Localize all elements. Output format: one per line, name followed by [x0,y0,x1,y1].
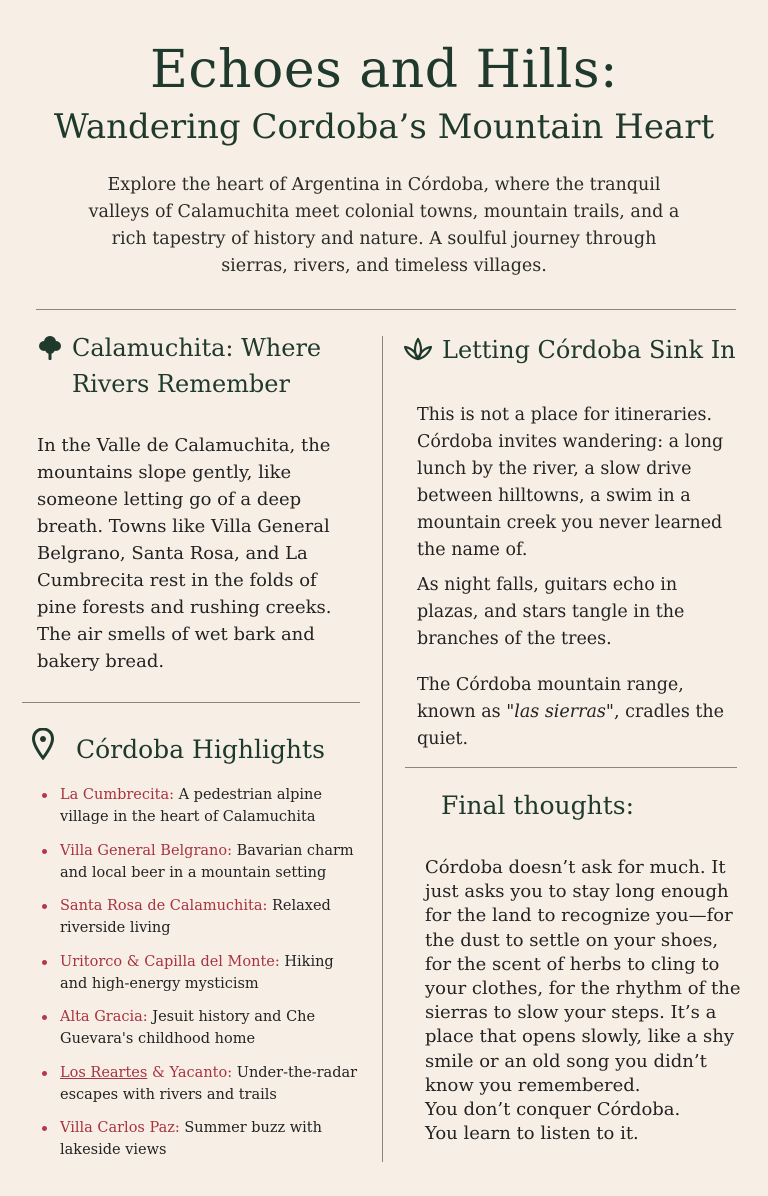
sink-in-heading [442,332,762,368]
highlight-place: Villa General Belgrano: [60,842,232,859]
highlight-place: Villa Carlos Paz: [60,1120,180,1136]
intro-paragraph: Explore the heart of Argentina in Córdoba, where the tranquil valleys of Calamuchita meet colonial towns, mountain trails, and a rich tapestry of history and nature. A soulful journey through sierras, rivers, and timeless villages. [88,175,680,276]
highlight-place: Santa Rosa de Calamuchita: [60,898,268,914]
highlight-desc: Jesuit history and Che Guevara's childhood home [60,1009,316,1047]
highlight-place: La Cumbrecita: [60,787,174,803]
left-section-divider [22,702,360,703]
sink-in-p3-after: ", cradles the quiet. [417,702,725,749]
sink-in-p3-emphasis: las sierras [514,702,606,722]
list-item [40,1006,360,1050]
subtitle-line: Wandering Cordoba’s Mountain Heart [53,107,715,147]
column-divider [382,336,383,1162]
right-section-divider [405,767,737,768]
list-item [40,784,360,828]
list-item [40,1117,360,1161]
calamuchita-body: In the Valle de Calamuchita, the mountains slope gently, like someone letting go of a deep breath. Towns like Villa General Belgrano, Santa Rosa, and La Cumbrecita rest in the folds of pine forests and rushing creeks. The air smells of wet bark and bakery bread. [37,435,332,672]
map-pin-icon [32,728,54,770]
sink-in-p3-before: The Córdoba mountain range, known as " [417,675,684,722]
tree-icon [36,334,64,372]
highlight-desc: Summer buzz with lakeside views [60,1120,322,1158]
highlight-place: Alta Gracia: [60,1009,148,1025]
final-p1: Córdoba doesn’t ask for much. It just asks you to stay long enough for the land to recognize you—for the dust to settle on your shoes, for the scent of herbs to cling to your clothes, for the rhythm of the sierras to slow your steps. It’s a place that opens slowly, like a shy smile or an old song you didn’t know you remembered. [425,857,741,1096]
list-item [40,1062,360,1106]
calamuchita-heading-line1: Calamuchita: Where [72,334,322,362]
list-item [40,951,360,995]
highlights-heading [76,732,366,768]
highlight-desc: Hiking and high-energy mysticism [60,953,334,992]
final-p3: You learn to listen to it. [425,1123,639,1145]
title-line: Echoes and Hills: [149,40,619,100]
sink-in-heading-text: Letting Córdoba Sink In [442,336,736,364]
sink-in-p1: This is not a place for itineraries. Córdoba invites wandering: a long lunch by the river, a slow drive between hilltowns, a swim in a mountain creek you never learned the name of. [417,405,724,560]
calamuchita-heading-line2: Rivers Remember [72,370,290,398]
header-divider [36,309,736,310]
sink-in-p3 [417,672,747,753]
list-item [40,840,360,884]
highlight-desc: Under-the-radar escapes with rivers and trails [60,1064,358,1103]
highlight-place: Uritorco & Capilla del Monte: [60,953,280,970]
sink-in-p2: As night falls, guitars echo in plazas, and stars tangle in the branches of the trees. [417,575,685,649]
final-thoughts-body [425,856,743,1146]
highlights-heading-text: Córdoba Highlights [76,735,325,764]
calamuchita-heading [72,330,372,402]
los-reartes-link[interactable]: Los Reartes [60,1064,148,1081]
highlights-list [40,784,360,1173]
list-item [40,895,360,939]
highlight-desc: A pedestrian alpine village in the heart of Calamuchita [60,787,322,825]
highlight-desc: Relaxed riverside living [60,898,331,936]
leaf-sprout-icon [402,336,434,372]
final-thoughts-heading: Final thoughts: [441,791,634,820]
highlight-place: & Yacanto: [147,1064,233,1081]
final-p2: You don’t conquer Córdoba. [425,1099,681,1121]
highlight-desc: Bavarian charm and local beer in a mountain setting [60,842,354,881]
page-title [0,38,768,152]
